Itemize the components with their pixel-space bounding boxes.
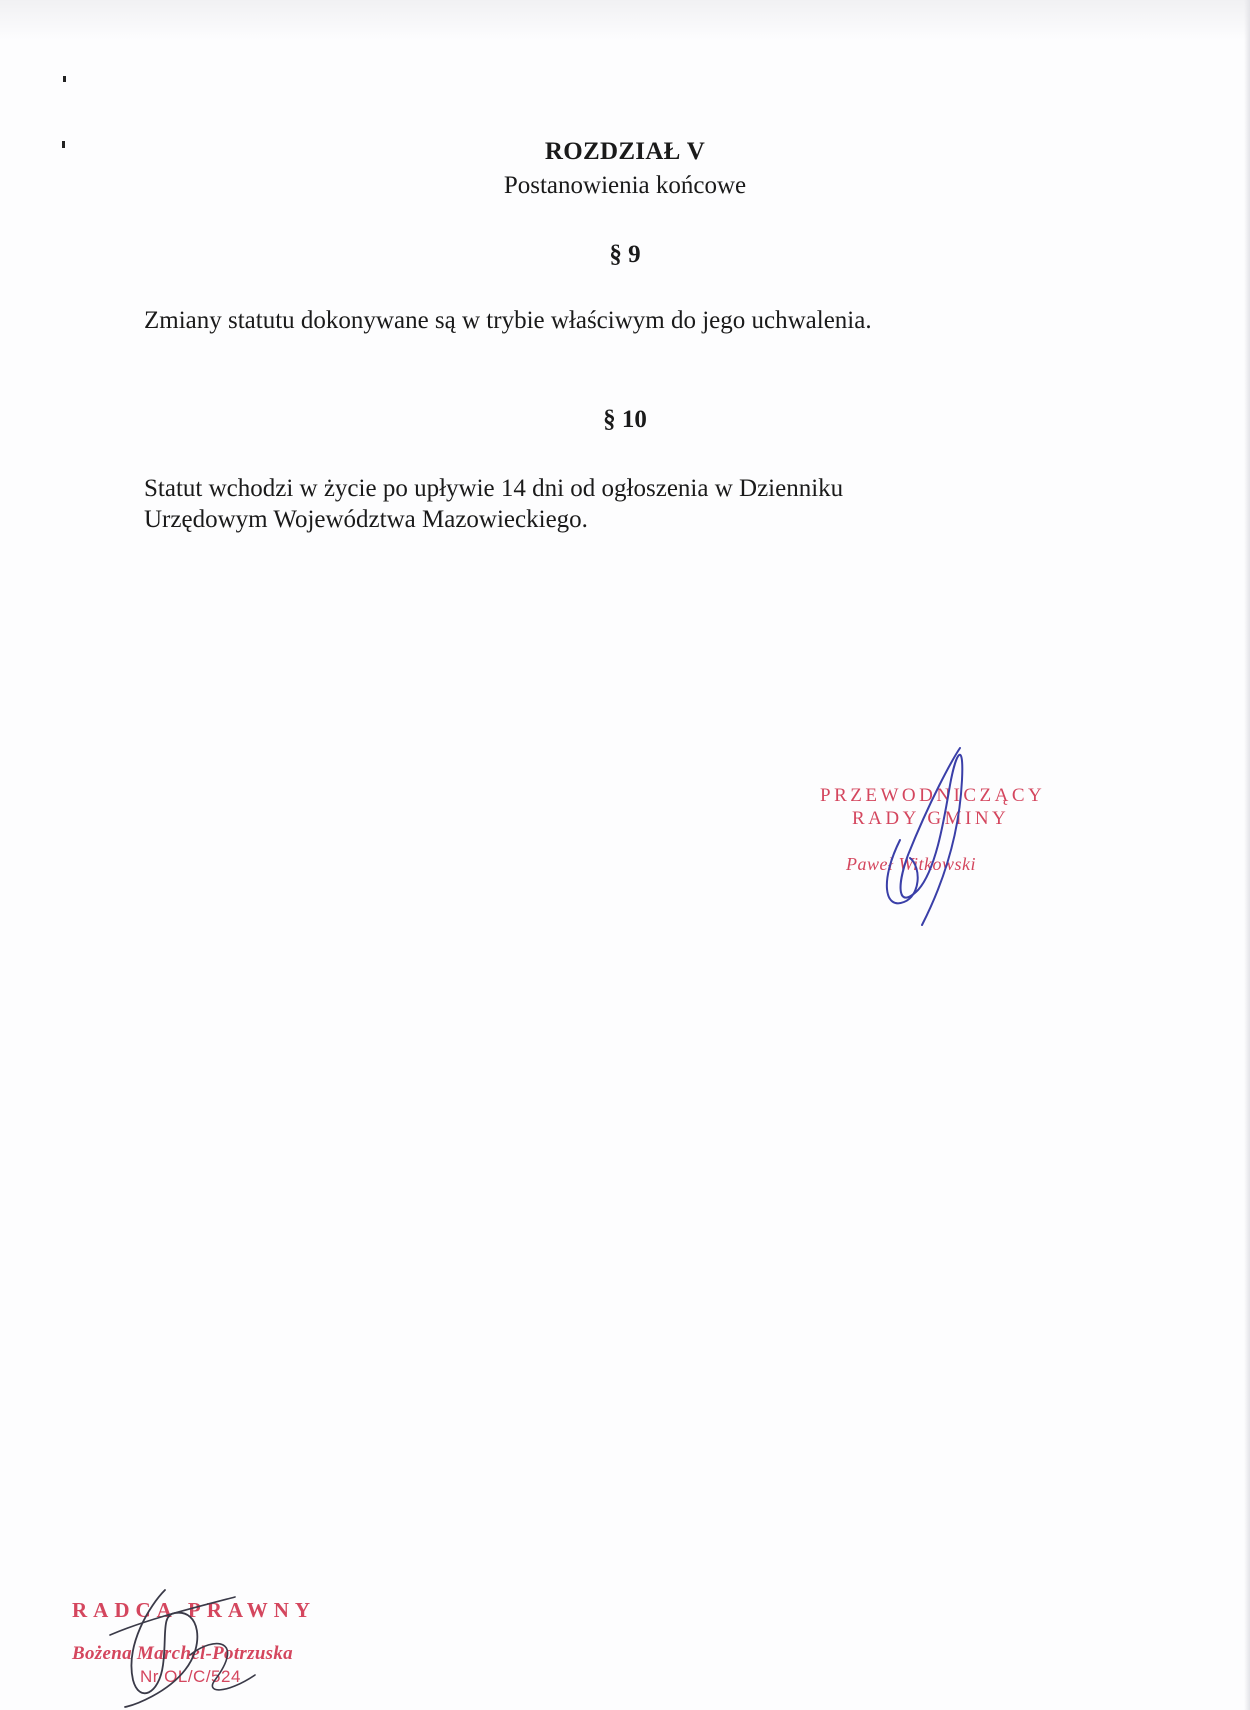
chapter-subtitle: Postanowienia końcowe — [503, 172, 747, 199]
text-line: Statut wchodzi w życie po upływie 14 dni od ogłoszenia w Dzienniku — [144, 475, 844, 502]
chairman-stamp-council: RADY GMINY — [852, 808, 1010, 829]
chairman-stamp-title: PRZEWODNICZĄCY — [820, 785, 1046, 806]
section-text-9 — [144, 305, 1044, 336]
text-line: Urzędowym Województwa Mazowieckiego. — [144, 506, 588, 533]
legal-counsel-signature — [105, 1585, 275, 1710]
section-text-10 — [144, 473, 1044, 535]
legal-stamp-number: Nr OL/C/524 — [140, 1667, 241, 1686]
legal-stamp-name: Bożena Marchel-Potrzuska — [72, 1643, 293, 1664]
chairman-stamp-name: Paweł Witkowski — [846, 854, 976, 874]
chairman-signature — [860, 740, 990, 930]
section-heading-10: § 10 — [603, 406, 647, 433]
section-heading-9: § 9 — [609, 241, 641, 268]
text-line: Zmiany statutu dokonywane są w trybie właściwym do jego uchwalenia. — [144, 307, 872, 334]
chapter-title: ROZDZIAŁ V — [544, 138, 706, 165]
scan-top-shadow — [0, 0, 1250, 40]
scan-mark — [63, 76, 66, 82]
legal-stamp-title: RADCA PRAWNY — [72, 1598, 317, 1622]
